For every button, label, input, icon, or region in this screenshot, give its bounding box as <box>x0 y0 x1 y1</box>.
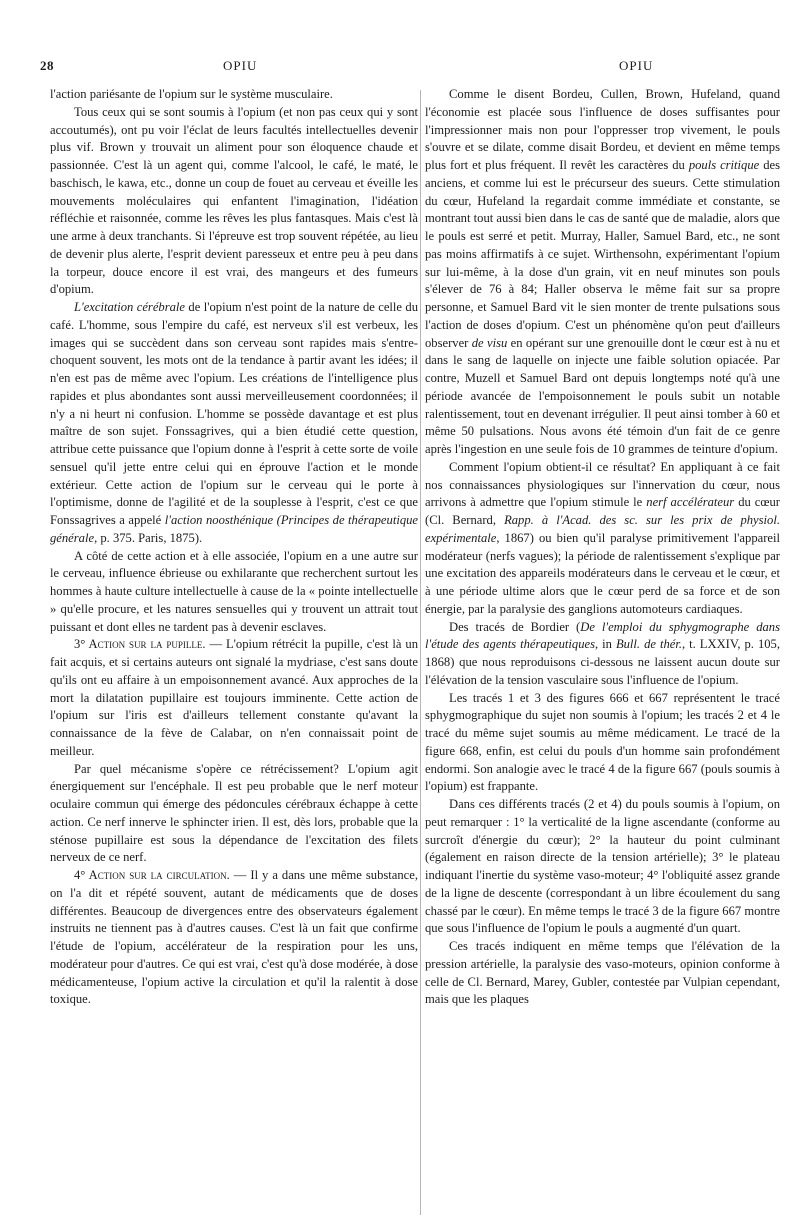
paragraph <box>50 761 418 868</box>
paragraph-text: de l'opium n'est point de la nature de celle du café. L'homme, sous l'empire du café, est nerveux s'il est verbeux, les images qui se succèdent dans son cerveau sont rapides mais s'entre-choquent souvent, les mots ont de la tendance à partir avant les idées; il n'en est pas de même avec l'opium. Les créations de l'intelligence plus rapides et plus abondantes sont aussi merveilleusement coordonnées; il n'y a ni heurt ni confusion. L'homme se possède davantage et est plus maître de son sujet. Fonssagrives, qui a bien étudié cette question, attribue cette puissance que l'opium donne à l'esprit à cette sorte de voile sensuel qu'il jette entre celui qui en éprouve l'action et le monde extérieur. Cette action de l'opium sur le cerveau qui le porte à l'optimisme, donne de l'agilité et de la souplesse à l'esprit, c'est ce que Fonssagrives a appelé <box>50 300 418 527</box>
paragraph-text: Par quel mécanisme s'opère ce rétrécissement? L'opium agit énergiquement sur l'encéphale. Il est peu probable que le nerf moteur oculaire commun qui émerge des pédoncules cérébraux échappe à cette action. Ce nerf innerve le sphincter irien. Il est, dès lors, probable que la sténose pupillaire est sous la dépendance de l'excitation des filets nerveux de ce nerf. <box>50 761 418 865</box>
paragraph <box>50 86 418 104</box>
paragraph-text: , t. LXXIV, p. 105, 1868) que nous reproduisons ci-dessous ne laissent aucun doute sur l'élévation de la tension vasculaire sous l'influence de l'opium. <box>425 637 780 687</box>
section-heading: 4° Action sur la circulation. <box>74 868 230 882</box>
paragraph-text: Des tracés de Bordier ( <box>449 619 581 634</box>
citation-title: De l'emploi du sphygmographe dans l'étude des agents thérapeutiques <box>425 619 780 652</box>
paragraph <box>425 938 780 1009</box>
page-header <box>40 58 780 78</box>
paragraph-text: Dans ces différents tracés (2 et 4) du pouls soumis à l'opium, on peut remarquer : 1° la verticalité de la ligne ascendante (conforme au surcroît d'énergie du cœur); 2° la hauteur du point culminant (également en raison directe de la tension artérielle); 3° le plateau indiquant l'inertie du système vaso-moteur; 4° l'obliquité assez grande de la ligne de descente (correspondant à un libre écoulement du sang chassé par le cœur). En même temps le tracé 3 de la figure 667 montre que sous l'influence de l'opium le pouls a augmenté d'un quart. <box>425 797 780 936</box>
paragraph <box>50 299 418 548</box>
paragraph <box>425 690 780 797</box>
paragraph <box>50 104 418 299</box>
citation-detail: , p. 375. Paris, 1875). <box>94 530 203 545</box>
paragraph-text: — Il y a dans une même substance, on l'a dit et répété souvent, autant de médicaments que de doses différentes. Beaucoup de divergences entre des observateurs également instruits ne tiennent pas à d'autres causes. C'est là un fait que confirme l'étude de l'opium, accélérateur de la respiration pour les uns, modérateur pour d'autres. Ce qui est vrai, c'est qu'à dose modérée, à dose médicamenteuse, l'opium active la circulation et qu'il la ralentit à dose toxique. <box>50 868 418 1007</box>
paragraph <box>425 86 780 459</box>
paragraph-text: A côté de cette action et à elle associée, l'opium en a une autre sur le cerveau, influence ébrieuse ou exhilarante que recherchent surtout les hommes à haute culture intellectuelle à cause de la « pointe intellectuelle » qu'elle procure, et les natures sensuelles qui y trouvent un attrait tout puissant et dont elles ne tardent pas à devenir esclaves. <box>50 548 418 634</box>
paragraph-text: , in <box>594 637 616 652</box>
paragraph-text: Comment l'opium obtient-il ce résultat? En appliquant à ce fait nos connaissances physiologiques sur l'innervation du cœur, nous arrivons à admettre que l'opium stimule le <box>425 459 780 510</box>
left-column <box>50 86 418 1009</box>
paragraph-text: , 1867) ou bien qu'il paralyse primitivement l'appareil modérateur (nerfs vagues); la période de ralentissement s'explique par une excitation des appareils modérateurs dans le cerveau et le cœur, et à une période ultime alors que le cœur perd de sa force et de son énergie, par la paralysie des ganglions automoteurs cardiaques. <box>425 530 780 616</box>
section-paragraph <box>50 636 418 760</box>
paragraph <box>50 548 418 637</box>
paragraph-text: Les tracés 1 et 3 des figures 666 et 667 représentent le tracé sphygmographique du sujet non soumis à l'opium; les tracés 2 et 4 le tracé du même sujet soumis au même médicament. Le tracé de la figure 668, enfin, est celui du pouls d'un homme sain profondément endormi. Son analogie avec le tracé 4 de la figure 667 (pouls soumis à l'opium) est frappante. <box>425 690 780 794</box>
section-heading: 3° Action sur la pupille. <box>74 637 206 652</box>
paragraph <box>425 619 780 690</box>
emphasis-term: nerf accélérateur <box>646 495 735 510</box>
page-number: 28 <box>40 58 54 73</box>
citation-title: Rapp. à l'Acad. des sc. sur les prix de physiol. expérimentale <box>425 513 780 545</box>
citation-title: l'action noosthénique (Principes de thérapeutique générale <box>50 513 419 545</box>
paragraph-text: Comme le disent Bordeu, Cullen, Brown, Hufeland, quand l'économie est placée sous l'influence de doses suffisantes pour l'impressionner mais non pour l'oppresser trop vivement, le pouls s'ouvre et se dilate, comme disait Bordeu, et devient en même temps plus fort et plus fréquent. Il revêt les caractères du <box>425 87 780 172</box>
paragraph-text: en opérant sur une grenouille dont le cœur est à nu et dans le sang de laquelle on injecte une faible solution opiacée. Par contre, Muzell et Samuel Bard ont depuis longtemps noté qu'à une période avancée de l'empoisonnement le pouls subit un notable ralentissement, tout en devenant irrégulier. Il peut ainsi tomber à 60 et même 50 pulsations. Nous avons été témoin d'un fait de ce genre après l'ingestion en une seule fois de 10 grammes de teinture d'opium. <box>425 335 780 456</box>
paragraph-text: du cœur (Cl. Bernard, <box>425 495 780 527</box>
emphasis-term: L'excitation cérébrale <box>74 300 186 314</box>
section-paragraph <box>50 867 418 1009</box>
citation-title: Bull. de thér. <box>615 637 682 652</box>
running-head-left: OPIU <box>223 58 258 73</box>
emphasis-term: pouls critique <box>688 158 760 172</box>
paragraph-text: des anciens, et comme lui est le précurseur des sueurs. Cette stimulation du cœur, Hufeland la regardait comme immédiate et constante, se montrant tout aussi bien dans le cas de santé que de maladie, alors que le pouls est serré et petit. Murray, Haller, Samuel Bard, etc., ne sont pas moins affirmatifs à ce sujet. Wirthensohn, expérimentant l'opium sur lui-même, à la dose d'un grain, vit en neuf minutes son pouls s'élever de 76 à 84; Haller observa le même fait sur sa propre personne, et Samuel Bard vit le sien monter de trente pulsations sous l'action de doses d'opium. C'est un phénomène qu'on peut d'ailleurs observer <box>425 158 781 350</box>
paragraph-text: l'action pariésante de l'opium sur le système musculaire. <box>50 87 333 101</box>
paragraph-text: Tous ceux qui se sont soumis à l'opium (et non pas ceux qui y sont accoutumés), ont pu voir l'éclat de leurs facultés intellectuelles devenir plus vif. Brown y trouvait un aliment pour son éloquence chaude et passionnée. C'est là un agent qui, comme l'alcool, le café, le maté, le baschisch, le kawa, etc., donne un coup de fouet au cerveau et éveille les mouvements moléculaires qui enfantent l'imagination, l'idéation réfléchie et raisonnée, comme les rêves les plus fantasques. Mais c'est là une arme à deux tranchants. Si l'épreuve est trop souvent répétée, au lieu de devenir plus alerte, l'esprit devient paresseux et entre peu à peu dans la torpeur, douce encore il est vrai, des mangeurs et des fumeurs d'opium. <box>50 104 418 297</box>
right-column <box>425 86 780 1009</box>
paragraph <box>425 796 780 938</box>
paragraph <box>425 459 780 619</box>
emphasis-term: de visu <box>471 335 508 350</box>
paragraph-text: — L'opium rétrécit la pupille, c'est là un fait acquis, et si certains auteurs ont signalé la mydriase, c'est sans doute qu'ils ont eu affaire à un empoisonnement avancé. Aux approches de la mort la dilatation pupillaire est toujours imminente. Cette action de l'opium sur l'iris est d'ailleurs tellement constante qu'avant la connaissance de la fève de Calabar, on n'en connaissait point de meilleur. <box>50 637 418 758</box>
running-head-right: OPIU <box>619 58 654 73</box>
column-divider <box>420 90 421 1215</box>
paragraph-text: Ces tracés indiquent en même temps que l'élévation de la pression artérielle, la paralysie des vaso-moteurs, opinion conforme à celle de Cl. Bernard, Marey, Gubler, contestée par Vulpian cependant, mais que les plaques <box>425 939 780 1007</box>
